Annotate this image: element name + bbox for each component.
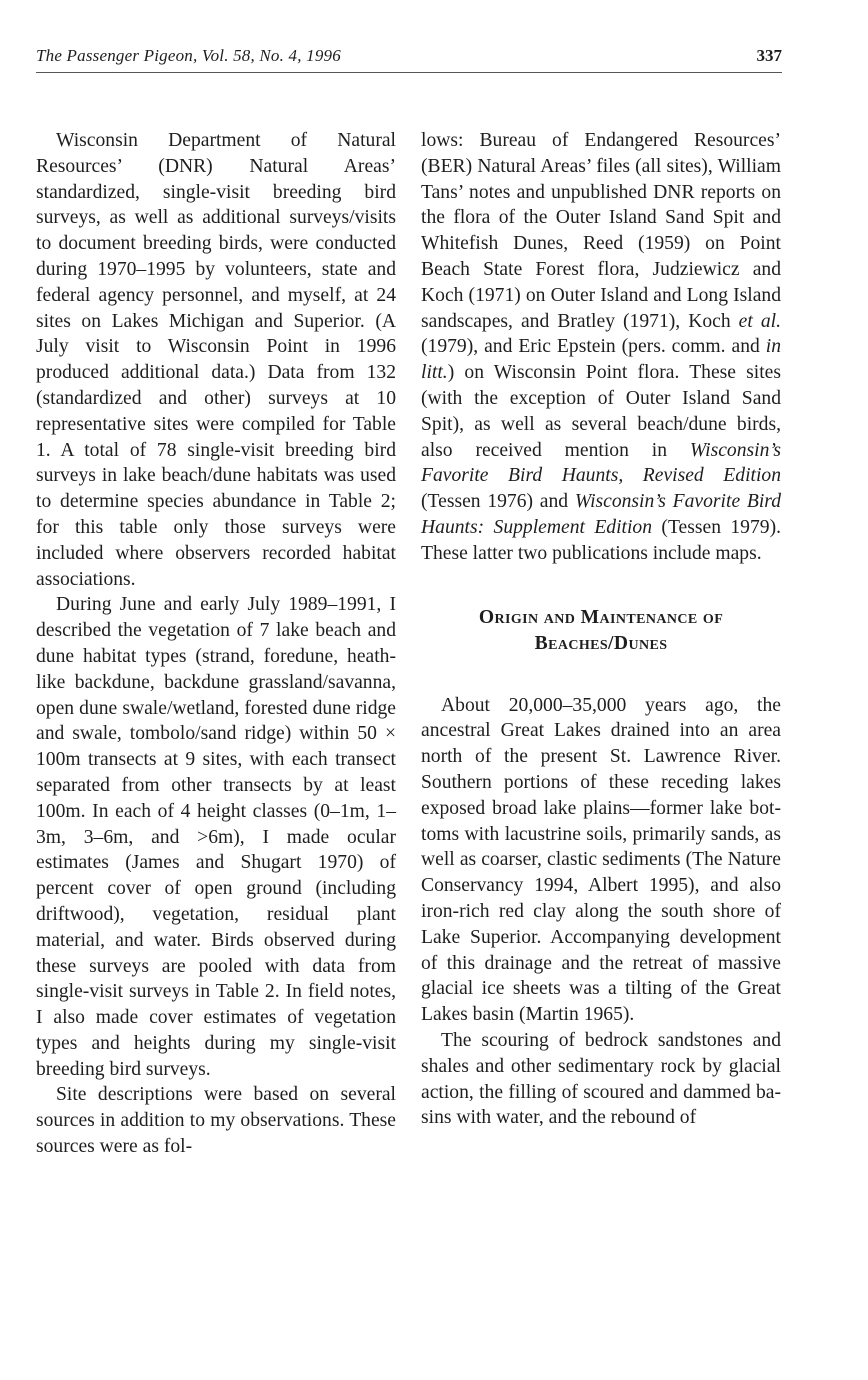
paragraph-origin: About 20,000–35,000 years ago, the ancestral Great Lakes drained into an area north of the present St. Lawrence River. Southern portions of these receding lakes exposed broad lake plains—former lake bottoms with lacustrine soils, primarily sands, as well as coarser, clastic sediments (The Nature Conservancy 1994, Albert 1995), and also iron-rich red clay along the south shore of Lake Superior. Accompanying development of this drainage and the retreat of massive glacial ice sheets was a tilting of the Great Lakes basin (Martin 1965).: [421, 694, 781, 1026]
text-run: (Tessen 1979). These latter two publications include maps.: [421, 516, 781, 564]
journal-citation: The Passenger Pigeon, Vol. 58, No. 4, 1996: [36, 46, 341, 65]
running-header: [36, 46, 782, 73]
italic-run: in litt.: [421, 336, 781, 384]
text-run: lows: Bureau of Endangered Resources’ (BER) Natural Areas’ files (all sites), William Tans’ notes and unpublished DNR reports on the flora of the Outer Island Sand Spit and Whitefish Dunes, Reed (1959) on Point Beach State Forest flora, Judziewicz and Koch (1971) on Outer Island and Long Island sandscapes, and Bratley (1971), Koch: [421, 130, 781, 332]
paragraph-methods-surveys: Wisconsin Department of Natural Resources’ (DNR) Natural Areas’ standardized, single-visit breeding bird surveys, as well as additional surveys/visits to document breeding birds, were conducted during 1970–1995 by volunteers, state and federal agency personnel, and myself, at 24 sites on Lakes Michigan and Superior. (A July visit to Wisconsin Point in 1996 produced additional data.) Data from 132 (standardized and other) surveys at 10 representative sites were compiled for Table 1. A total of 78 single-visit breeding bird surveys in lake beach/dune habitats was used to determine species abundance in Table 2; for this table only those surveys were included where observers recorded habitat associations.: [36, 130, 396, 590]
page-number: 337: [756, 46, 782, 65]
right-column: [421, 128, 781, 1131]
section-heading: [421, 605, 781, 657]
italic-run: Wisconsin’s Favorite Bird Haunts, Revised Edition: [421, 439, 781, 487]
paragraph-methods-vegetation: During June and early July 1989–1991, I described the vegetation of 7 lake beach and dune habitat types (strand, foredune, heath-like backdune, backdune grassland/savanna, open dune swale/wetland, forested dune ridge and swale, tombolo/sand ridge) within 50 × 100m transects at 9 sites, with each transect separated from other transects by at least 100m. In each of 4 height classes (0–1m, 1–3m, 3–6m, and >6m), I made ocular estimates (James and Shugart 1970) of percent cover of open ground (including driftwood), vegetation, residual plant material, and water. Birds observed during these surveys are pooled with data from single-visit surveys in Table 2. In field notes, I also made cover estimates of vegetation types and heights during my single-visit breeding bird surveys.: [36, 594, 396, 1080]
paragraph-scouring: The scouring of bedrock sandstones and shales and other sedimentary rock by glacial action, the filling of scoured and dammed basins with water, and the rebound of: [421, 1029, 781, 1129]
paragraph-site-descriptions: Site descriptions were based on several sources in addition to my observations. These sources were as fol-: [36, 1084, 396, 1158]
heading-line: Beaches/Dunes: [534, 632, 668, 654]
heading-line: Origin and Maintenance of: [478, 606, 724, 628]
italic-run: Wisconsin’s Favorite Bird Haunts: Supplement Edition: [421, 491, 781, 538]
left-column: [36, 128, 396, 1160]
text-run: (Tessen 1976) and: [421, 491, 575, 513]
text-run: (1979), and Eric Epstein (pers. comm. and: [421, 336, 766, 358]
italic-run: et al.: [738, 310, 781, 332]
paragraph-sources-continued: [421, 128, 781, 567]
text-run: ) on Wisconsin Point flora. These sites (with the exception of Outer Island Sand Spit), as well as several beach/dune birds, also received mention in: [421, 362, 781, 461]
